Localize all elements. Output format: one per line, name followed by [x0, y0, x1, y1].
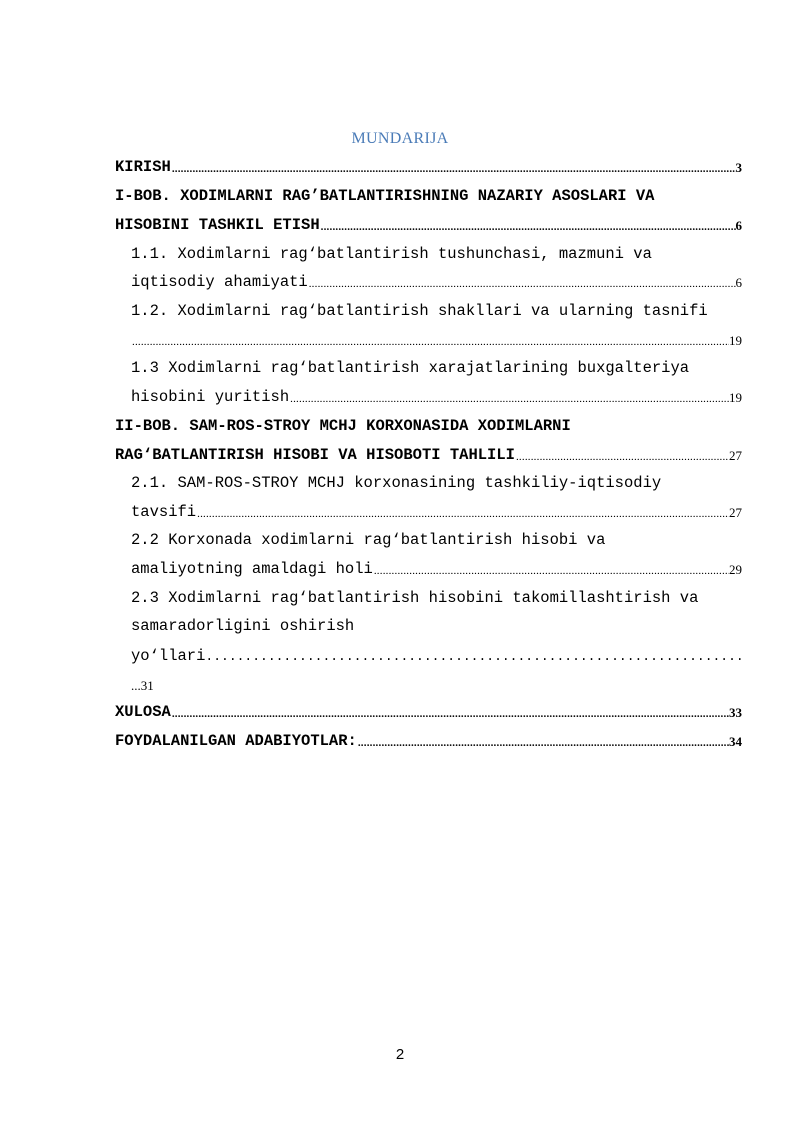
toc-title: MUNDARIJA — [351, 130, 449, 147]
toc-entry-label: tavsifi — [131, 503, 197, 521]
toc-entry-label: FOYDALANILGAN ADABIYOTLAR: — [115, 732, 357, 750]
toc-page-number: 34 — [729, 734, 742, 749]
toc-page-number: 19 — [729, 333, 742, 348]
toc-entry-label: yo‘llari — [131, 647, 206, 665]
dot-leader — [515, 450, 729, 464]
toc-entry-label: iqtisodiy ahamiyati — [131, 273, 308, 291]
toc-entry-label: 2.2 Korxonada xodimlarni rag‘batlantirish hisobi va — [131, 531, 606, 549]
toc-entry-2-2-cont[interactable] — [131, 556, 742, 578]
dot-leader — [320, 220, 736, 234]
toc-entry-1-3[interactable] — [131, 355, 742, 377]
toc-entry-1-1[interactable] — [131, 241, 742, 263]
toc-entry-kirish[interactable] — [115, 154, 742, 176]
toc-entry-2-3-cont2[interactable] — [131, 643, 742, 665]
toc-entry-label: I-BOB. XODIMLARNI RAG’BATLANTIRISHNING NAZARIY ASOSLARI VA — [115, 187, 655, 205]
toc-page-number: 6 — [735, 218, 742, 233]
toc-entry-label: 1.1. Xodimlarni rag‘batlantirish tushunchasi, mazmuni va — [131, 245, 652, 263]
toc-entry-2-3-cont[interactable] — [131, 613, 742, 635]
toc-page-number: 29 — [729, 562, 742, 577]
toc-entry-2-3[interactable] — [131, 585, 742, 607]
toc-entry-bob2-heading-cont[interactable] — [115, 442, 742, 464]
toc-page-number: 27 — [729, 505, 742, 520]
toc-entry-2-3-page — [131, 672, 154, 694]
toc-entry-label: 1.3 Xodimlarni rag‘batlantirish xarajatlarining buxgalteriya — [131, 359, 690, 377]
toc-entry-label: amaliyotning amaldagi holi — [131, 560, 373, 578]
dot-leader — [357, 736, 729, 750]
toc-entry-1-2[interactable] — [131, 298, 742, 320]
dot-leader — [171, 707, 729, 721]
toc-page-number: 3 — [735, 160, 742, 175]
toc-entry-label: samaradorligini oshirish — [131, 617, 355, 635]
dot-leader — [205, 649, 742, 665]
toc-entry-label: 2.3 Xodimlarni rag‘batlantirish hisobini takomillashtirish va — [131, 589, 699, 607]
dot-leader — [308, 277, 736, 291]
toc-entry-label: XULOSA — [115, 703, 171, 721]
toc-entry-bob1-heading-cont[interactable] — [115, 212, 742, 234]
toc-entry-adabiyotlar[interactable] — [115, 728, 742, 750]
toc-page-number: 6 — [735, 275, 742, 290]
dot-leader — [196, 507, 729, 521]
toc-entry-label: hisobini yuritish — [131, 388, 290, 406]
toc-page-number: ...31 — [131, 678, 154, 693]
toc-entry-1-1-cont[interactable] — [131, 269, 742, 291]
toc-entry-label: 2.1. SAM-ROS-STROY MCHJ korxonasining tashkiliy-iqtisodiy — [131, 474, 662, 492]
toc-entry-2-2[interactable] — [131, 527, 742, 549]
toc-entry-label: 1.2. Xodimlarni rag‘batlantirish shakllari va ularning tasnifi — [131, 302, 708, 320]
toc-entry-label: KIRISH — [115, 158, 171, 176]
toc-entry-bob1-heading[interactable] — [115, 183, 742, 205]
toc-page-number: 33 — [729, 705, 742, 720]
toc-entry-label: RAG‘BATLANTIRISH HISOBI VA HISOBOTI TAHLILI — [115, 446, 515, 464]
toc-entry-bob2-heading[interactable] — [115, 413, 742, 435]
dot-leader — [171, 162, 736, 176]
toc-entry-label: HISOBINI TASHKIL ETISH — [115, 216, 320, 234]
toc-entry-2-1-cont[interactable] — [131, 499, 742, 521]
dot-leader — [131, 335, 729, 349]
dot-leader — [289, 392, 729, 406]
toc-entry-2-1[interactable] — [131, 470, 742, 492]
toc-page-number: 19 — [729, 390, 742, 405]
toc-page-number: 27 — [729, 448, 742, 463]
toc-entry-xulosa[interactable] — [115, 699, 742, 721]
toc-entry-1-2-cont[interactable] — [131, 327, 742, 349]
page-number: 2 — [395, 1046, 405, 1063]
toc-entry-label: II-BOB. SAM-ROS-STROY MCHJ KORXONASIDA XODIMLARNI — [115, 417, 571, 435]
toc-entry-1-3-cont[interactable] — [131, 384, 742, 406]
dot-leader — [373, 564, 729, 578]
